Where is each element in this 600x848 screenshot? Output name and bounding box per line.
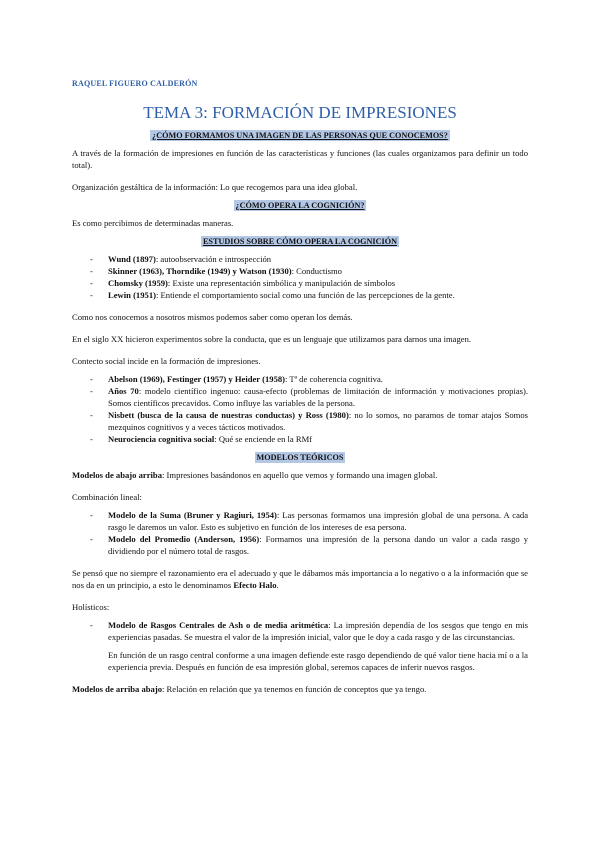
heading-estudios: ESTUDIOS SOBRE CÓMO OPERA LA COGNICIÓN (202, 237, 398, 246)
contexto-list (72, 373, 528, 445)
paragraph-gestaltica: Organización gestáltica de la información: Lo que recogemos para una idea global. (72, 182, 358, 192)
paragraph-holisticos: Holísticos: (72, 602, 110, 612)
combinacion-list (72, 509, 528, 557)
list-item: - Lewin (1951): Entiende el comportamiento social como una función de las percepciones de la gente. (90, 289, 528, 301)
list-item: - Modelo del Promedio (Anderson, 1956): Formamos una impresión de la persona dando un valor a cada rasgo y dividiendo por el número total de rasgos. (90, 533, 528, 557)
paragraph-contexto: Contecto social incide en la formación de impresiones. (72, 356, 261, 366)
heading-como-formamos: ¿CÓMO FORMAMOS UNA IMAGEN DE LAS PERSONAS QUE CONOCEMOS? (152, 131, 448, 140)
paragraph-efecto-halo: Se pensó que no siempre el razonamiento era el adecuado y que le dábamos más importancia a lo negativo o a la información que se nos da en un principio, a esto le denominamos Efecto Halo. (72, 568, 528, 590)
paragraph-arriba-abajo: Modelos de arriba abajo: Relación en relación que ya tenemos en función de conceptos que ya tengo. (72, 684, 427, 694)
list-item: - Abelson (1969), Festinger (1957) y Heider (1958): Tª de coherencia cognitiva. (90, 373, 528, 385)
list-item: - Chomsky (1959): Existe una representación simbólica y manipulación de símbolos (90, 277, 528, 289)
page-title: TEMA 3: FORMACIÓN DE IMPRESIONES (143, 103, 457, 122)
heading-como-opera: ¿CÓMO OPERA LA COGNICIÓN? (235, 201, 365, 210)
list-item: - Años 70: modelo científico ingenuo: causa-efecto (problemas de limitación de información y motivaciones propias). Somos científicos precavidos. Como influye las variables de la persona. (90, 385, 528, 409)
estudios-list (72, 253, 528, 301)
holisticos-list (72, 619, 528, 643)
list-item: - Wund (1897): autoobservación e introspección (90, 253, 528, 265)
paragraph-rasgo-central: En función de un rasgo central conforme a una imagen defiende este rasgo dependiendo de qué valor tiene hacia mí o a la experiencia previa. Después en función de esa impresión global, seremos capaces de inferir nuevos rasgos. (108, 650, 528, 672)
paragraph-conocemos: Como nos conocemos a nosotros mismos podemos saber como operan los demás. (72, 312, 353, 322)
paragraph-percibimos: Es como percibimos de determinadas maneras. (72, 218, 234, 228)
author-name: RAQUEL FIGUERO CALDERÓN (72, 79, 198, 88)
heading-modelos-teoricos: MODELOS TEÓRICOS (256, 453, 344, 462)
paragraph-abajo-arriba: Modelos de abajo arriba: Impresiones basándonos en aquello que vemos y formando una imagen global. (72, 470, 438, 480)
list-item: - Nisbett (busca de la causa de nuestras conductas) y Ross (1980): no lo somos, no paramos de tomar atajos Somos mezquinos cognitivos y a veces tácticos motivados. (90, 409, 528, 433)
list-item: - Neurociencia cognitiva social: Qué se enciende en la RMf (90, 433, 528, 445)
paragraph-siglo: En el siglo XX hicieron experimentos sobre la conducta, que es un lenguaje que utilizamos para darnos una imagen. (72, 334, 472, 344)
document-page (72, 78, 528, 695)
list-item: - Modelo de la Suma (Bruner y Ragiuri, 1954): Las personas formamos una impresión global de una persona. A cada rasgo le daremos un valor. Esto es subjetivo en función de los intereses de esa persona. (90, 509, 528, 533)
list-item: - Modelo de Rasgos Centrales de Ash o de media aritmética: La impresión dependía de los sesgos que tengo en mis experiencias pasadas. Se muestra el valor de la impresión inicial, valor que le doy a cada rasgo y de las circunstancias. (90, 619, 528, 643)
list-item: - Skinner (1963), Thorndike (1949) y Watson (1930): Conductismo (90, 265, 528, 277)
paragraph-combinacion: Combinación lineal: (72, 492, 142, 502)
paragraph-intro: A través de la formación de impresiones en función de las características y funciones (las cuales organizamos para definir un todo total). (72, 148, 528, 170)
